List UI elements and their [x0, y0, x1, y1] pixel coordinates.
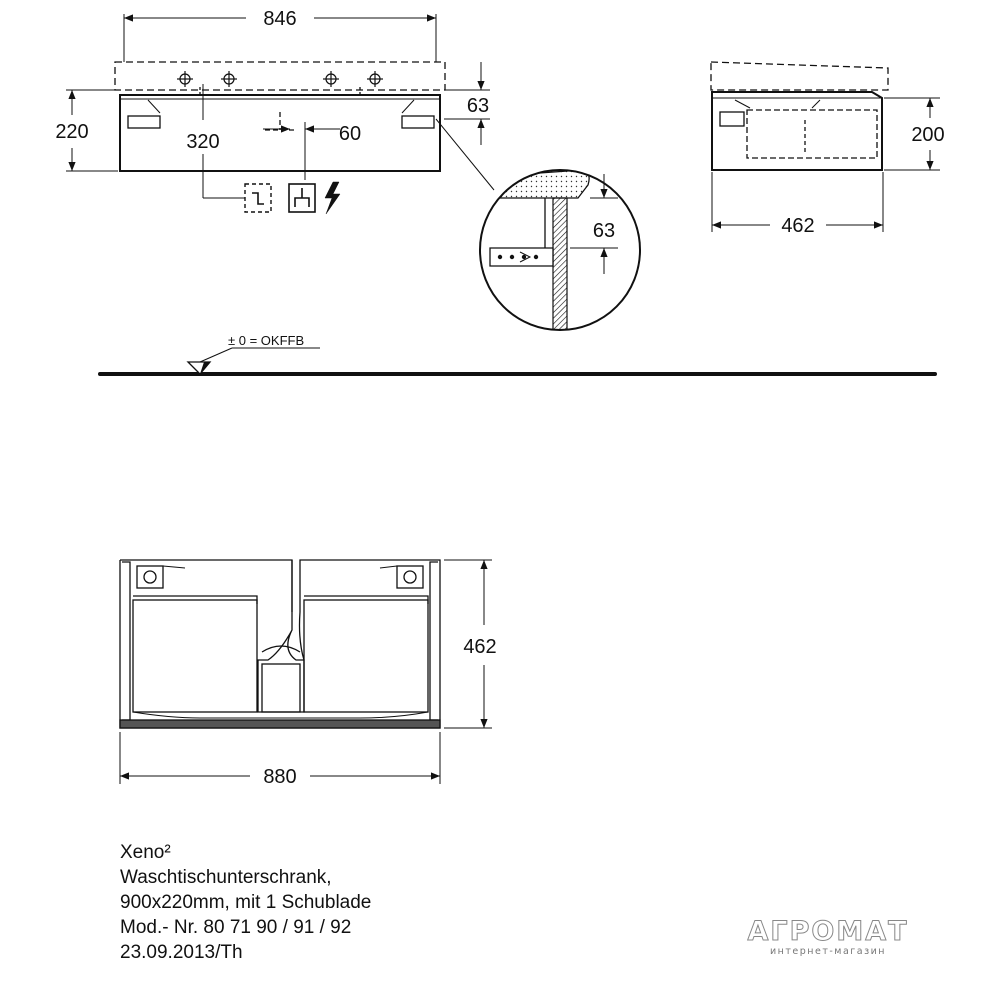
water-supply-icon [289, 184, 315, 212]
dim-220-label: 220 [55, 121, 89, 143]
caption-line-5: 23.09.2013/Th [120, 942, 243, 963]
waste-pipe-icon [245, 184, 271, 212]
tap-holes [177, 71, 383, 87]
dim-60-label: 60 [338, 123, 362, 145]
caption-line-4: Mod.- Nr. 80 71 90 / 91 / 92 [120, 917, 352, 938]
dim-320-60 [203, 84, 340, 198]
front-view [115, 62, 445, 171]
dim-462-side-label: 462 [781, 215, 815, 237]
level-marker-icon [188, 348, 320, 374]
dim-200-label: 200 [911, 124, 945, 146]
detail-leader [436, 119, 494, 190]
dim-63-detail-label: 63 [592, 220, 616, 242]
caption-line-2: Waschtischunterschrank, [120, 867, 332, 888]
watermark-name: АГРОМАТ [747, 916, 909, 947]
watermark-subtitle: интернет-магазин [769, 946, 887, 957]
plan-view [120, 560, 440, 728]
caption-line-1: Xeno² [120, 842, 171, 863]
dim-880-label: 880 [263, 766, 297, 788]
dim-63-top-label: 63 [466, 95, 490, 117]
caption-line-3: 900x220mm, mit 1 Schublade [120, 892, 372, 913]
dim-462-plan-label: 462 [463, 636, 497, 658]
watermark-logo [738, 918, 918, 958]
dim-320-label: 320 [186, 131, 220, 153]
dim-846-label: 846 [263, 8, 297, 30]
floor-level [100, 348, 935, 374]
floor-reference-label: ± 0 = OKFFB [228, 333, 305, 348]
side-view [711, 62, 888, 170]
product-caption [120, 840, 371, 965]
detail-circle [470, 170, 640, 338]
electric-icon [325, 182, 340, 214]
